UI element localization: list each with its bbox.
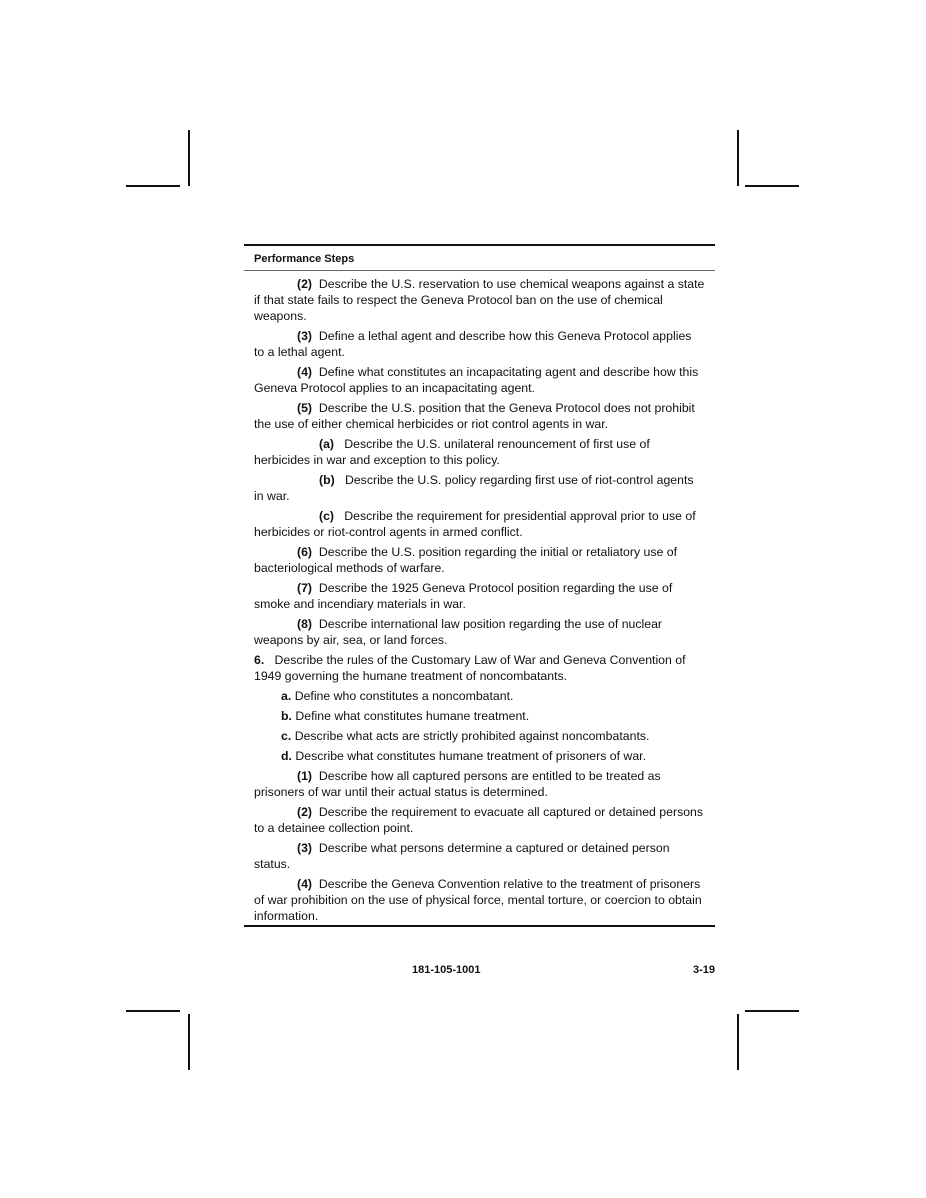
step-item: [254, 876, 705, 924]
step-text: Define what constitutes an incapacitating agent and describe how this Geneva Protocol applies to an incapacitating agent.: [254, 365, 699, 395]
step-label: b.: [281, 709, 292, 723]
step-item: [254, 708, 705, 724]
step-item: [254, 688, 705, 704]
step-item: [254, 544, 705, 576]
step-text: Describe what persons determine a captured or detained person status.: [254, 841, 670, 871]
step-item: [254, 472, 705, 504]
step-item: [254, 364, 705, 396]
step-item: [254, 804, 705, 836]
step-label: (1): [297, 769, 313, 783]
step-label: d.: [281, 749, 292, 763]
step-text: Describe the rules of the Customary Law of War and Geneva Convention of 1949 governing the humane treatment of noncombatants.: [254, 653, 686, 683]
step-text: Describe the U.S. unilateral renouncement of first use of herbicides in war and exception to this policy.: [254, 437, 650, 467]
step-text: Describe the U.S. reservation to use chemical weapons against a state if that state fails to respect the Geneva Protocol ban on the use of chemical weapons.: [254, 277, 705, 323]
crop-mark-top-right-horizontal: [745, 185, 799, 187]
crop-mark-top-right-vertical: [737, 130, 739, 186]
step-text: Describe the U.S. policy regarding first use of riot-control agents in war.: [254, 473, 694, 503]
step-text: Describe what acts are strictly prohibited against noncombatants.: [294, 729, 650, 743]
step-label: (7): [297, 581, 313, 595]
step-item: [254, 768, 705, 800]
step-label: a.: [281, 689, 292, 703]
step-text: Define a lethal agent and describe how this Geneva Protocol applies to a lethal agent.: [254, 329, 692, 359]
step-label: (8): [297, 617, 313, 631]
step-text: Describe the U.S. position that the Geneva Protocol does not prohibit the use of either chemical herbicides or riot control agents in war.: [254, 401, 695, 431]
step-item: [254, 748, 705, 764]
step-text: Describe the Geneva Convention relative to the treatment of prisoners of war prohibition on the use of physical force, mental torture, or coercion to obtain information.: [254, 877, 702, 923]
document-code: 181-105-1001: [412, 964, 481, 976]
crop-mark-top-left-horizontal: [126, 185, 180, 187]
step-item: [254, 328, 705, 360]
step-item: [254, 652, 705, 684]
step-label: (3): [297, 329, 313, 343]
step-label: (a): [319, 437, 335, 451]
crop-mark-bottom-right-vertical: [737, 1014, 739, 1070]
step-item: [254, 840, 705, 872]
step-text: Describe what constitutes humane treatment of prisoners of war.: [295, 749, 646, 763]
performance-steps-list: [244, 271, 715, 924]
crop-mark-bottom-left-horizontal: [126, 1010, 180, 1012]
step-item: [254, 508, 705, 540]
step-text: Describe the U.S. position regarding the initial or retaliatory use of bacteriological methods of warfare.: [254, 545, 678, 575]
step-label: (b): [319, 473, 335, 487]
content-block: [244, 244, 715, 927]
page-number: 3-19: [692, 964, 715, 976]
step-label: 6.: [254, 653, 265, 667]
bottom-rule: [244, 925, 715, 927]
step-label: (6): [297, 545, 313, 559]
step-label: (5): [297, 401, 313, 415]
step-text: Describe how all captured persons are entitled to be treated as prisoners of war until their actual status is determined.: [254, 769, 661, 799]
step-item: [254, 276, 705, 324]
step-item: [254, 400, 705, 432]
step-label: (3): [297, 841, 313, 855]
crop-mark-top-left-vertical: [188, 130, 190, 186]
step-text: Describe the requirement to evacuate all captured or detained persons to a detainee collection point.: [254, 805, 704, 835]
step-label: (2): [297, 277, 313, 291]
step-item: [254, 436, 705, 468]
crop-mark-bottom-left-vertical: [188, 1014, 190, 1070]
step-text: Describe the requirement for presidential approval prior to use of herbicides or riot-control agents in armed conflict.: [254, 509, 696, 539]
step-text: Define who constitutes a noncombatant.: [294, 689, 514, 703]
step-label: (c): [319, 509, 335, 523]
step-label: (4): [297, 877, 313, 891]
step-text: Describe the 1925 Geneva Protocol position regarding the use of smoke and incendiary materials in war.: [254, 581, 673, 611]
crop-mark-bottom-right-horizontal: [745, 1010, 799, 1012]
step-item: [254, 728, 705, 744]
step-label: c.: [281, 729, 292, 743]
step-text: Describe international law position regarding the use of nuclear weapons by air, sea, or land forces.: [254, 617, 663, 647]
step-label: (4): [297, 365, 313, 379]
section-header: Performance Steps: [254, 253, 355, 265]
step-item: [254, 580, 705, 612]
step-text: Define what constitutes humane treatment.: [295, 709, 530, 723]
step-item: [254, 616, 705, 648]
step-label: (2): [297, 805, 313, 819]
